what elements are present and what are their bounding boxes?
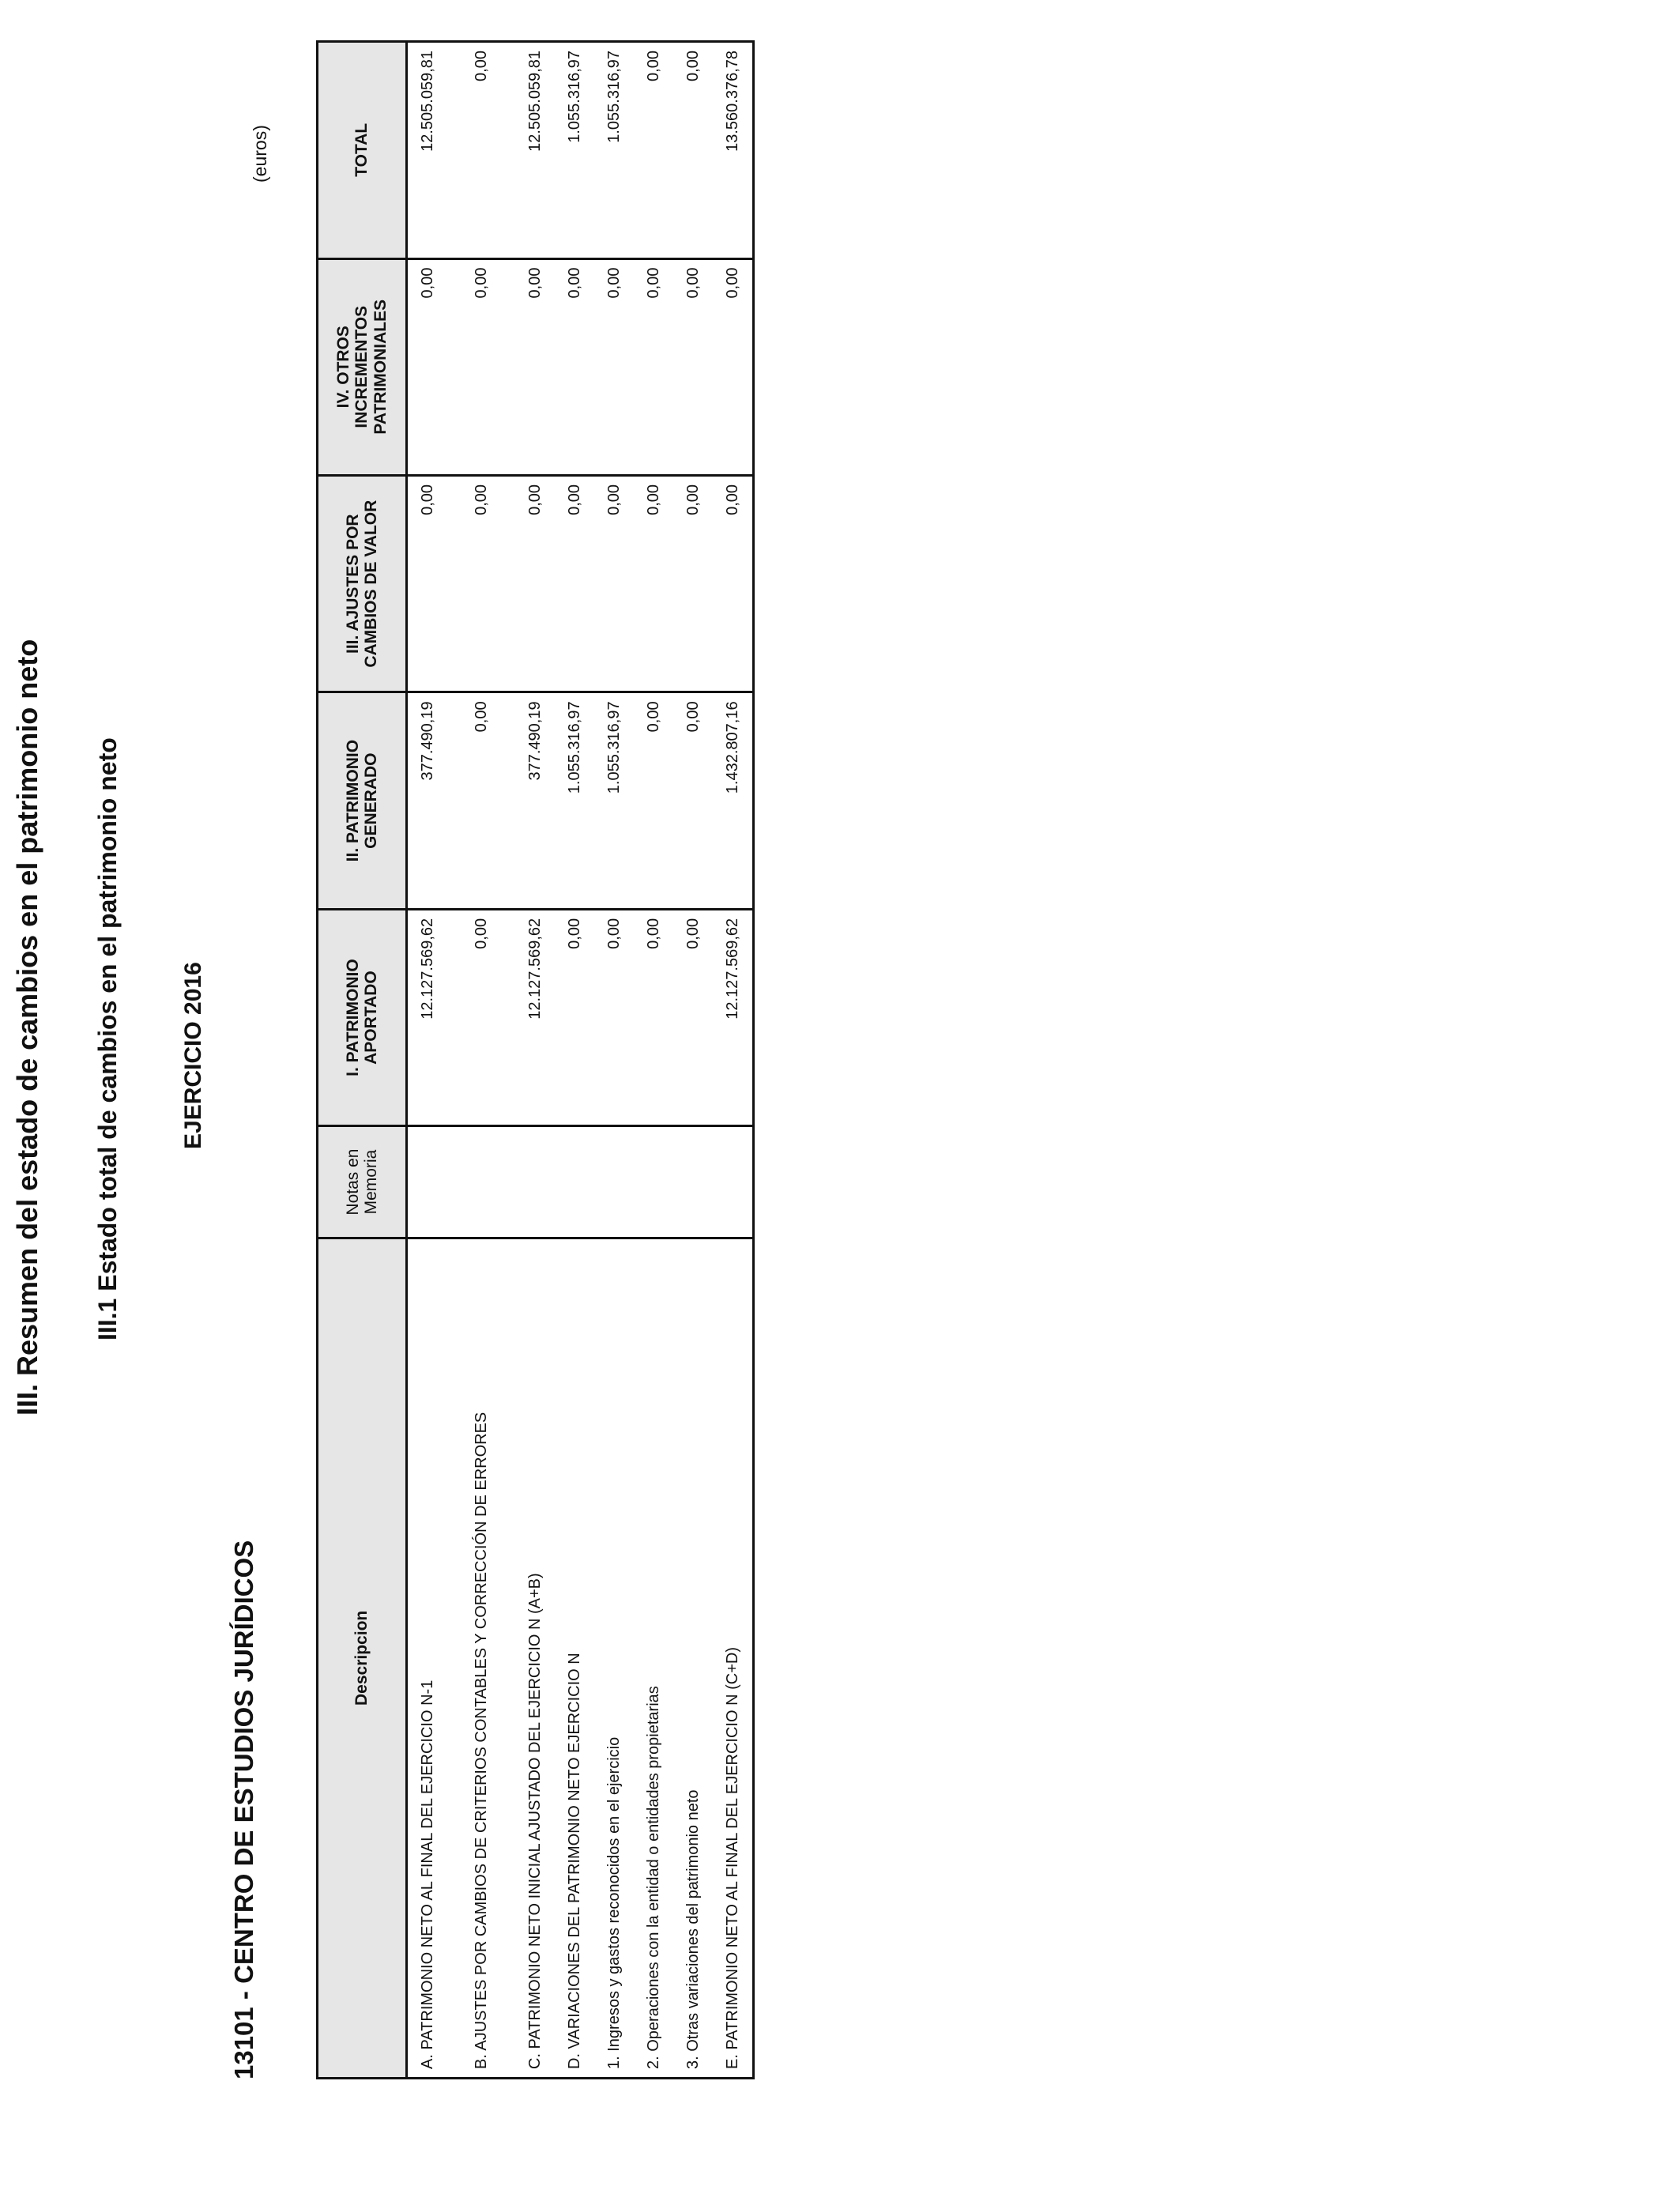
row-patrimonio-generado: 0,00 <box>673 692 713 909</box>
page-title: III. Resumen del estado de cambios en el patrimonio neto <box>11 639 43 1416</box>
row-notas <box>447 1126 515 1238</box>
row-description: E. PATRIMONIO NETO AL FINAL DEL EJERCICIO N (C+D) <box>713 1238 754 2078</box>
table-row <box>555 42 594 2079</box>
row-description: D. VARIACIONES DEL PATRIMONIO NETO EJERCICIO N <box>555 1238 594 2078</box>
row-total: 12.505.059,81 <box>407 42 448 259</box>
row-description: B. AJUSTES POR CAMBIOS DE CRITERIOS CONTABLES Y CORRECCIÓN DE ERRORES <box>447 1238 515 2078</box>
entity-name: 13101 - CENTRO DE ESTUDIOS JURÍDICOS <box>229 1540 258 2079</box>
page-subtitle: III.1 Estado total de cambios en el patrimonio neto <box>93 737 122 1340</box>
row-description: 2. Operaciones con la entidad o entidades propietarias <box>634 1238 673 2078</box>
row-otros-incrementos: 0,00 <box>673 258 713 475</box>
row-description: 3. Otras variaciones del patrimonio neto <box>673 1238 713 2078</box>
header-patrimonio-aportado: I. PATRIMONIO APORTADO <box>318 909 407 1125</box>
row-description: C. PATRIMONIO NETO INICIAL AJUSTADO DEL EJERCICIO N (A+B) <box>515 1238 555 2078</box>
row-patrimonio-generado: 1.055.316,97 <box>594 692 634 909</box>
row-ajustes-valor: 0,00 <box>634 475 673 692</box>
row-patrimonio-generado: 1.432.807,16 <box>713 692 754 909</box>
equity-changes-table <box>316 40 755 2079</box>
row-ajustes-valor: 0,00 <box>594 475 634 692</box>
row-total: 12.505.059,81 <box>515 42 555 259</box>
header-total: TOTAL <box>318 42 407 259</box>
row-patrimonio-aportado: 0,00 <box>673 909 713 1125</box>
row-otros-incrementos: 0,00 <box>634 258 673 475</box>
table-row <box>515 42 555 2079</box>
row-notas <box>634 1126 673 1238</box>
row-notas <box>515 1126 555 1238</box>
row-otros-incrementos: 0,00 <box>515 258 555 475</box>
fiscal-year-heading: EJERCICIO 2016 <box>180 962 206 1149</box>
row-notas <box>594 1126 634 1238</box>
row-ajustes-valor: 0,00 <box>407 475 448 692</box>
row-total: 1.055.316,97 <box>594 42 634 259</box>
header-ajustes-cambios-valor: III. AJUSTES POR CAMBIOS DE VALOR <box>318 475 407 692</box>
row-notas <box>713 1126 754 1238</box>
header-otros-incrementos: IV. OTROS INCREMENTOS PATRIMONIALES <box>318 258 407 475</box>
header-patrimonio-generado: II. PATRIMONIO GENERADO <box>318 692 407 909</box>
row-ajustes-valor: 0,00 <box>555 475 594 692</box>
table-row <box>634 42 673 2079</box>
row-otros-incrementos: 0,00 <box>447 258 515 475</box>
row-description: A. PATRIMONIO NETO AL FINAL DEL EJERCICIO N-1 <box>407 1238 448 2078</box>
row-notas <box>673 1126 713 1238</box>
row-patrimonio-aportado: 0,00 <box>447 909 515 1125</box>
row-total: 1.055.316,97 <box>555 42 594 259</box>
row-patrimonio-generado: 0,00 <box>447 692 515 909</box>
header-notas: Notas en Memoria <box>318 1126 407 1238</box>
table-row <box>673 42 713 2079</box>
row-patrimonio-aportado: 0,00 <box>594 909 634 1125</box>
currency-unit: (euros) <box>250 125 270 183</box>
row-otros-incrementos: 0,00 <box>407 258 448 475</box>
row-notas <box>555 1126 594 1238</box>
row-otros-incrementos: 0,00 <box>594 258 634 475</box>
table-row <box>447 42 515 2079</box>
row-total: 0,00 <box>673 42 713 259</box>
table-row <box>713 42 754 2079</box>
row-otros-incrementos: 0,00 <box>555 258 594 475</box>
row-patrimonio-generado: 0,00 <box>634 692 673 909</box>
row-ajustes-valor: 0,00 <box>447 475 515 692</box>
row-patrimonio-aportado: 0,00 <box>555 909 594 1125</box>
row-description: 1. Ingresos y gastos reconocidos en el ejercicio <box>594 1238 634 2078</box>
row-total: 13.560.376,78 <box>713 42 754 259</box>
row-patrimonio-aportado: 12.127.569,62 <box>713 909 754 1125</box>
row-patrimonio-aportado: 12.127.569,62 <box>515 909 555 1125</box>
row-notas <box>407 1126 448 1238</box>
row-ajustes-valor: 0,00 <box>713 475 754 692</box>
table-row <box>407 42 448 2079</box>
row-patrimonio-generado: 1.055.316,97 <box>555 692 594 909</box>
row-otros-incrementos: 0,00 <box>713 258 754 475</box>
row-total: 0,00 <box>634 42 673 259</box>
row-patrimonio-generado: 377.490,19 <box>407 692 448 909</box>
row-ajustes-valor: 0,00 <box>515 475 555 692</box>
row-patrimonio-generado: 377.490,19 <box>515 692 555 909</box>
row-patrimonio-aportado: 12.127.569,62 <box>407 909 448 1125</box>
row-patrimonio-aportado: 0,00 <box>634 909 673 1125</box>
table-header-row <box>318 42 407 2079</box>
header-descripcion: Descripcion <box>318 1238 407 2078</box>
table-row <box>594 42 634 2079</box>
row-ajustes-valor: 0,00 <box>673 475 713 692</box>
row-total: 0,00 <box>447 42 515 259</box>
